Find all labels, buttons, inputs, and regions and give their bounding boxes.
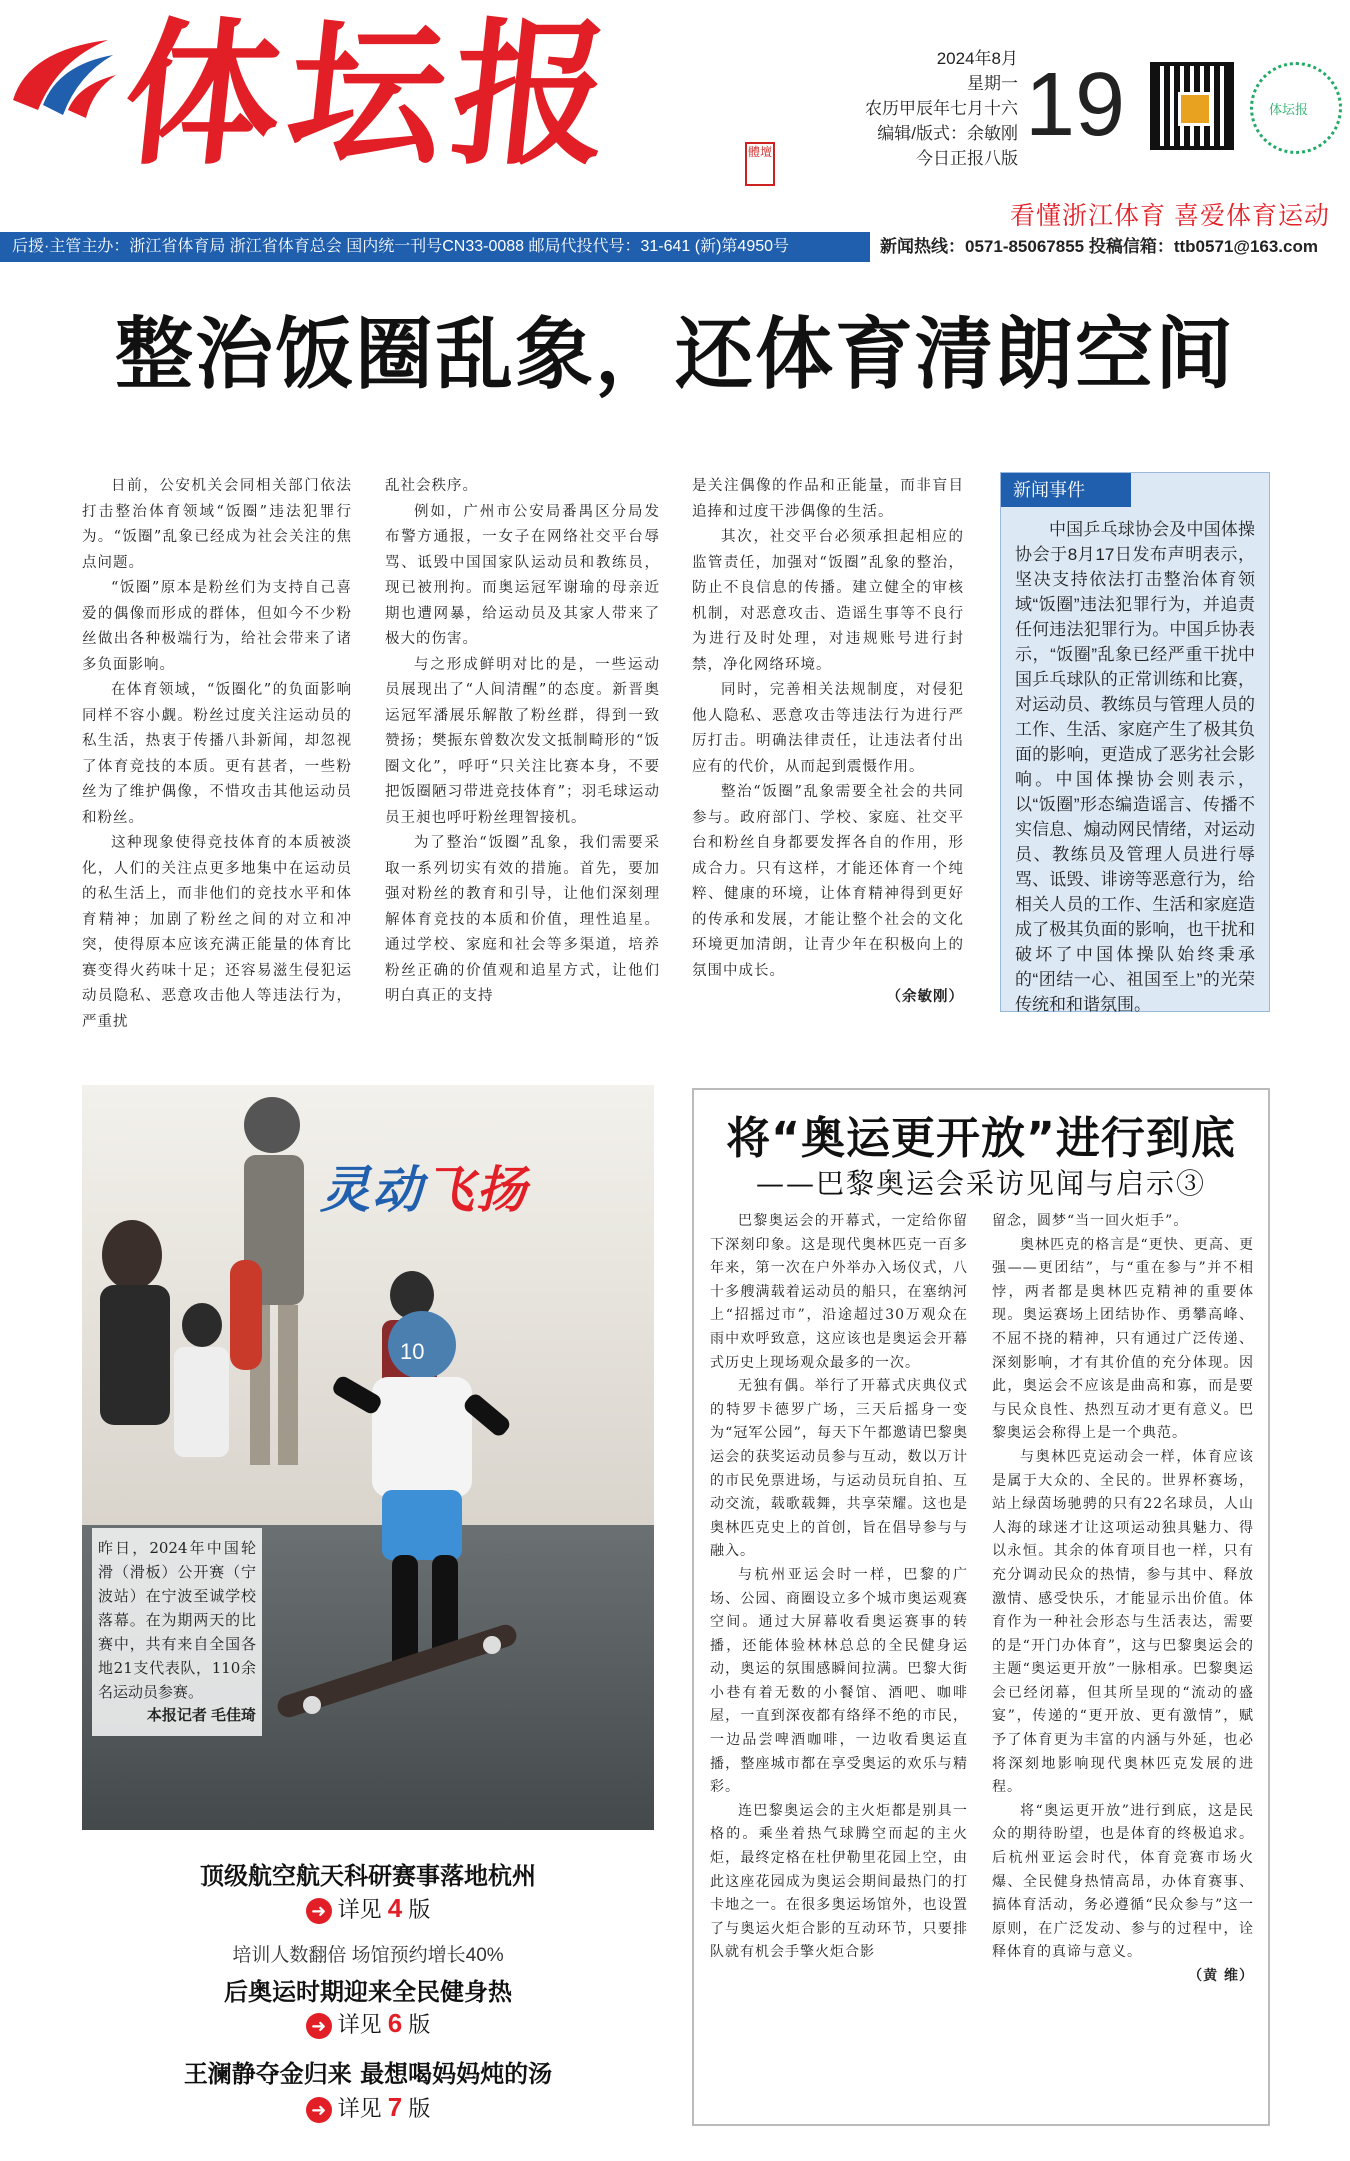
brand-badge-icon [1250,62,1342,154]
feature-paragraph: 连巴黎奥运会的主火炬都是别具一格的。乘坐着热气球腾空而起的主火炬，最终定格在杜伊勒里花园上空，由此这座花园成为奥运会期间最热门的打卡地之一。在很多奥运场馆外，也设置了与奥运火炬合影的互动环节，只要排队就有机会手擎火炬合影 [710,1802,968,1961]
news-event-body: 中国乒乓球协会及中国体操协会于8月17日发布声明表示，坚决支持依法打击整治体育领域“饭圈”违法犯罪行为，并追责任何违法犯罪行为。中国乒协表示，“饭圈”乱象已经严重干扰中国乒乓球队的正常训练和比赛，对运动员、教练员与管理人员的工作、生活、家庭产生了极其负面的影响，更造成了恶劣社会影响。中国体操协会则表示，以“饭圈”形态编造谣言、传播不实信息、煽动网民情绪，对运动员、教练员及管理人员进行辱骂、诋毁、诽谤等恶意行为，给相关人员的工作、生活和家庭造成了极其负面的影响，也干扰和破坏了中国体操队始终秉承的“团结一心、祖国至上”的光荣传统和和谐氛围。 [1015,520,1255,1014]
photo-credit: 本报记者 毛佳琦 [146,1707,256,1724]
promo-headline-1[interactable]: 顶级航空航天科研赛事落地杭州 [200,1862,536,1890]
lead-paragraph: 这种现象使得竞技体育的本质被淡化，人们的关注点更多地集中在运动员的私生活上，而非他们的竞技水平和体育精神；加剧了粉丝之间的对立和冲突，使得原本应该充满正能量的体育比赛变得火药味十足；还容易滋生侵犯运动员隐私、恶意攻击他人等违法行为，严重扰 [82,835,352,1030]
news-event-box [1000,472,1270,1012]
arrow-right-icon: ➜ [306,2013,332,2039]
lead-paragraph: 是关注偶像的作品和正能量，而非盲目追捧和过度干涉偶像的生活。 [692,478,964,520]
arrow-right-icon: ➜ [306,1898,332,1924]
feature-column-2 [992,1210,1254,1989]
brand-badge-text: 体坛报 [1269,102,1309,117]
title-seal: 體壇 [745,142,775,186]
lead-paragraph: “饭圈”原本是粉丝们为支持自己喜爱的偶像而形成的群体，但如今不少粉丝做出各种极端行为，给社会带来了诸多负面影响。 [82,580,352,673]
feature-paragraph: 无独有偶。举行了开幕式庆典仪式的特罗卡德罗广场，三天后摇身一变为“冠军公园”，每天下午都邀请巴黎奥运会的获奖运动员参与互动，数以万计的市民免票进场，与运动员玩自拍、互动交流，载歌载舞，共享荣耀。这也是奥林匹克史上的首创，旨在倡导参与与融入。 [710,1378,968,1560]
paper-title: 体坛报 [115,3,627,186]
promo-headline-3[interactable]: 王澜静夺金归来 最想喝妈妈炖的汤 [183,2060,553,2088]
lead-paragraph: 在体育领域，“饭圈化”的负面影响同样不容小觑。粉丝过度关注运动员的私生活，热衷于传播八卦新闻，却忽视了体育竞技的本质。更有甚者，一些粉丝为了维护偶像，不惜攻击其他运动员和粉丝。 [82,682,352,826]
lead-headline: 整治饭圈乱象，还体育清朗空间 [114,310,1235,400]
masthead-slogan: 看懂浙江体育 喜爱体育运动 [1010,202,1330,230]
lead-paragraph: 例如，广州市公安局番禺区分局发布警方通报，一女子在网络社交平台辱骂、诋毁中国国家队运动员和教练员，现已被刑拘。而奥运冠军谢瑜的母亲近期也遭网暴，给运动员及其家人带来了极大的伤害。 [385,503,660,647]
issue-editor: 编辑/版式：余敏刚 [877,124,1018,143]
photo-title-blue: 灵动 [320,1161,424,1219]
promo-page-suffix: 版 [408,1897,431,1922]
promo-page-suffix: 版 [408,2012,431,2037]
feature-paragraph: 奥林匹克的格言是“更快、更高、更强——更团结”，与“重在参与”并不相悖，两者都是奥林匹克精神的重要体现。奥运赛场上团结协作、勇攀高峰、不屈不挠的精神，只有通过广泛传递、深刻影响，才有其价值的充分体现。因此，奥运会不应该是曲高和寡，而是要与民众良性、热烈互动才更有意义。巴黎奥运会称得上是一个典范。 [992,1236,1254,1442]
promo-headline-2[interactable]: 后奥运时期迎来全民健身热 [224,1978,512,2006]
lead-column-2 [385,474,660,1010]
feature-paragraph: 与奥林匹克运动会一样，体育应该是属于大众的、全民的。世界杯赛场，站上绿茵场驰骋的只有22名球员，人山人海的球迷才让这项运动独具魅力、得以永恒。其余的体育项目也一样，只有充分调动民众的热情，参与其中、释放激情、感受快乐，才能显示出价值。体育作为一种社会形态与生活表达，需要的是“开门办体育”，这与巴黎奥运会的主题“奥运更开放”一脉相承。巴黎奥运会已经闭幕，但其所呈现的“流动的盛宴”，传递的“更开放、更有激情”，赋予了体育更为丰富的内涵与外延，也必将深刻地影响现代奥林匹克发展的进程。 [992,1448,1254,1796]
promo-link-label: 详见 [337,2012,382,2037]
photo-title-red: 飞扬 [424,1161,528,1219]
lead-paragraph: 同时，完善相关法规制度，对侵犯他人隐私、恶意攻击等违法行为进行严厉打击。明确法律责任，让违法者付出应有的代价，从而起到震慑作用。 [692,682,964,775]
lead-byline: （余敏刚） [886,988,964,1005]
paper-logo-icon [8,30,118,120]
lead-paragraph: 其次，社交平台必须承担起相应的监管责任，加强对“饭圈”乱象的整治，防止不良信息的传播。建立健全的审核机制，对恶意攻击、造谣生事等不良行为进行及时处理，对违规账号进行封禁，净化网络环境。 [692,529,964,673]
issue-date: 2024年8月 [936,49,1018,68]
promo-page-number: 6 [387,2008,403,2038]
feature-paragraph: 与杭州亚运会时一样，巴黎的广场、公园、商圈设立多个城市奥运观赛空间。通过大屏幕收看奥运赛事的转播，还能体验林林总总的全民健身运动，奥运的氛围感瞬间拉满。巴黎大街小巷有着无数的小餐馆、酒吧、咖啡屋，一直到深夜都有络绎不绝的市民，一边品尝啤酒咖啡，一边收看奥运直播，整座城市都在享受奥运的欢乐与精彩。 [710,1566,968,1796]
lead-column-1 [82,474,352,1035]
lead-paragraph: 整治“饭圈”乱象需要全社会的共同参与。政府部门、学校、家庭、社交平台和粉丝自身都要发挥各自的作用，形成合力。只有这样，才能还体育一个纯粹、健康的环境，让体育精神得到更好的传承和发展，才能让整个社会的文化环境更加清朗，让青少年在积极向上的氛围中成长。 [692,784,964,979]
arrow-right-icon: ➜ [306,2097,332,2123]
feature-paragraph: 巴黎奥运会的开幕式，一定给你留下深刻印象。这是现代奥林匹克一百多年来，第一次在户外举办入场仪式，八十多艘满载着运动员的船只，在塞纳河上“招摇过市”，沿途超过30万观众在雨中欢呼致意，这应该也是奥运会开幕式历史上现场观众最多的一次。 [710,1213,968,1371]
feature-paragraph: 将“奥运更开放”进行到底，这是民众的期待盼望，也是体育的终极追求。后杭州亚运会时代，体育竞赛市场火爆、全民健身热情高昂，办体育赛事、搞体育活动，务必遵循“民众参与”这一原则，在广泛发动、参与的过程中，诠释体育的真谛与意义。 [992,1802,1254,1961]
promo-link-2[interactable] [82,2008,654,2039]
promo-subhead-2: 培训人数翻倍 场馆预约增长40% [232,1945,504,1966]
promo-page-suffix: 版 [408,2096,431,2121]
qr-code-icon[interactable] [1150,62,1234,150]
feature-title: 将“奥运更开放”进行到底 [726,1113,1236,1164]
lead-paragraph: 日前，公安机关会同相关部门依法打击整治体育领域“饭圈”违法犯罪行为。“饭圈”乱象已经成为社会关注的焦点问题。 [82,478,352,571]
issue-info [828,46,1018,171]
photo-caption-text: 昨日，2024年中国轮滑（滑板）公开赛（宁波站）在宁波至诚学校落幕。在为期两天的比赛中，共有来自全国各地21支代表队，110余名运动员参赛。 [98,1539,256,1701]
lead-paragraph: 乱社会秩序。 [385,478,478,494]
issue-page-count: 今日正报八版 [916,149,1018,168]
helmet-number: 10 [400,1339,425,1364]
feature-byline: （黄 维） [1188,1968,1254,1984]
photo-title [320,1150,528,1222]
promo-link-1[interactable] [82,1893,654,1924]
lead-column-3 [692,474,964,1010]
promo-page-number: 4 [387,1893,403,1923]
publication-info-bar: 后援·主管主办：浙江省体育局 浙江省体育总会 国内统一刊号CN33-0088 邮局代投代号：31-641 (新)第4950号 [0,232,870,262]
issue-weekday: 星期一 [967,74,1018,93]
issue-day-number: 19 [1025,55,1126,155]
lead-paragraph: 为了整治“饭圈”乱象，我们需要采取一系列切实有效的措施。首先，要加强对粉丝的教育和引导，让他们深刻理解体育竞技的本质和价值，理性追星。通过学校、家庭和社会等多渠道，培养粉丝正确的价值观和追星方式，让他们明白真正的支持 [385,835,660,1004]
photo-caption [92,1528,262,1736]
promo-link-label: 详见 [337,1897,382,1922]
news-hotline: 新闻热线：0571-85067855 投稿信箱：ttb0571@163.com [880,237,1318,256]
feature-paragraph: 留念，圆梦“当一回火炬手”。 [992,1213,1189,1229]
issue-lunar-date: 农历甲辰年七月十六 [865,99,1018,118]
promo-link-label: 详见 [337,2096,382,2121]
news-event-label: 新闻事件 [1001,473,1131,507]
promo-link-3[interactable] [82,2092,654,2123]
lead-paragraph: 与之形成鲜明对比的是，一些运动员展现出了“人间清醒”的态度。新晋奥运冠军潘展乐解散了粉丝群，得到一致赞扬；樊振东曾数次发文抵制畸形的“饭圈文化”，呼吁“只关注比赛本身，不要把饭圈陋习带进竞技体育”；羽毛球运动员王昶也呼吁粉丝理智接机。 [385,656,660,826]
feature-column-1 [710,1210,968,1965]
feature-subtitle: ——巴黎奥运会采访见闻与启示③ [755,1167,1206,1200]
promo-page-number: 7 [387,2092,403,2122]
